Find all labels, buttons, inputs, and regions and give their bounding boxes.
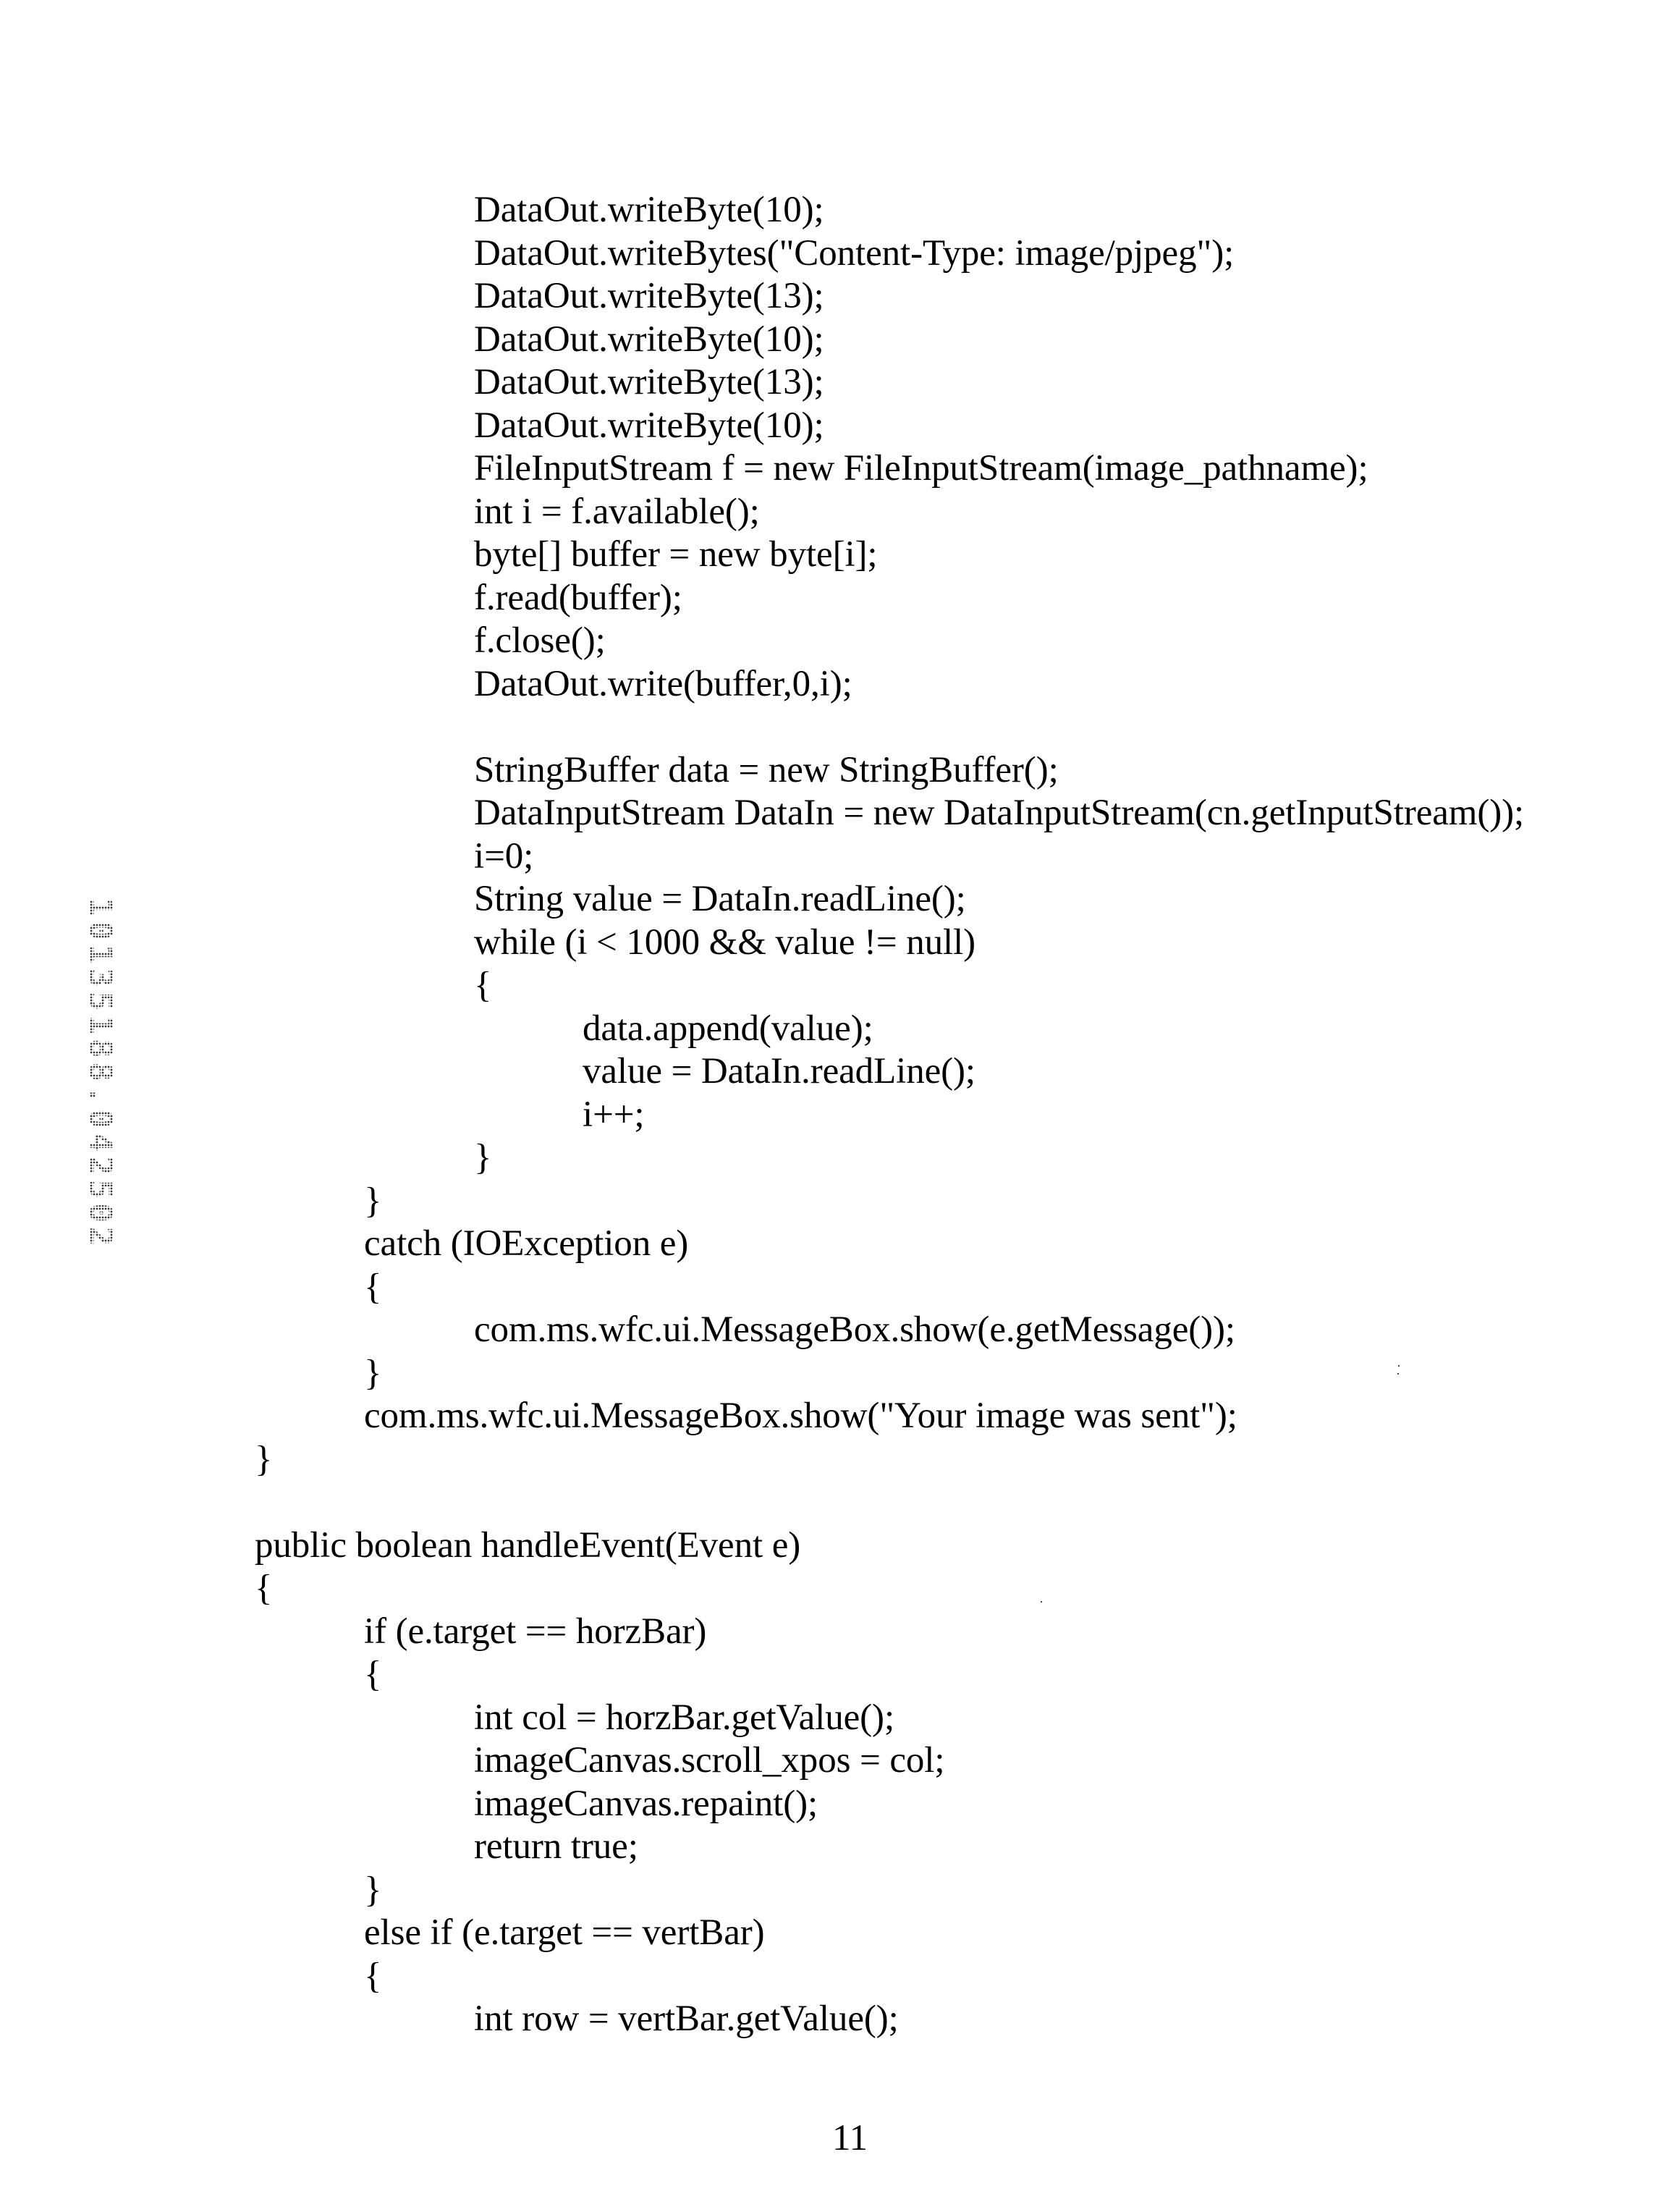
page-number: 11 — [832, 2118, 868, 2158]
code-line: DataOut.writeByte(10); — [474, 190, 824, 230]
code-line: StringBuffer data = new StringBuffer(); — [474, 749, 1059, 790]
code-line: int col = horzBar.getValue(); — [474, 1697, 895, 1738]
code-line: public boolean handleEvent(Event e) — [255, 1524, 801, 1566]
code-line: String value = DataIn.readLine(); — [474, 879, 966, 919]
code-line: { — [474, 965, 492, 1005]
code-line: int i = f.available(); — [474, 491, 760, 532]
scan-speck — [1397, 1373, 1399, 1375]
code-line: { — [364, 1654, 382, 1694]
code-line: DataOut.writeBytes("Content-Type: image/pjpeg"); — [474, 232, 1235, 274]
code-line: DataOut.writeByte(10); — [474, 318, 824, 360]
margin-stamp: 10135188.042502 — [82, 898, 119, 1251]
code-line: f.close(); — [474, 620, 606, 661]
code-line: imageCanvas.scroll_xpos = col; — [474, 1740, 945, 1781]
scan-speck — [1398, 1365, 1400, 1367]
code-line: DataOut.writeByte(13); — [474, 362, 824, 402]
code-line: com.ms.wfc.ui.MessageBox.show(e.getMessage()); — [474, 1309, 1235, 1350]
code-line: } — [474, 1137, 492, 1178]
code-line: byte[] buffer = new byte[i]; — [474, 534, 878, 575]
code-line: while (i < 1000 && value != null) — [474, 921, 976, 963]
code-line: else if (e.target == vertBar) — [364, 1912, 765, 1953]
code-line: DataOut.writeByte(10); — [474, 405, 824, 446]
code-line: i++; — [583, 1094, 645, 1135]
code-line: { — [364, 1266, 382, 1307]
code-line: f.read(buffer); — [474, 577, 682, 618]
code-line: } — [364, 1352, 382, 1393]
code-line: } — [255, 1438, 273, 1479]
code-line: i=0; — [474, 835, 534, 877]
code-line: imageCanvas.repaint(); — [474, 1783, 818, 1824]
code-line: catch (IOException e) — [364, 1223, 689, 1264]
code-line: int row = vertBar.getValue(); — [474, 1998, 899, 2039]
code-line: com.ms.wfc.ui.MessageBox.show("Your image was sent"); — [364, 1396, 1237, 1436]
code-line: if (e.target == horzBar) — [364, 1611, 707, 1652]
code-line: DataOut.writeByte(13); — [474, 276, 824, 316]
code-line: { — [364, 1955, 382, 1996]
code-line: } — [364, 1869, 382, 1910]
code-line: value = DataIn.readLine(); — [583, 1051, 975, 1092]
code-line: DataInputStream DataIn = new DataInputStream(cn.getInputStream()); — [474, 793, 1525, 833]
code-line: } — [364, 1180, 382, 1221]
code-line: FileInputStream f = new FileInputStream(image_pathname); — [474, 448, 1368, 489]
code-line: { — [255, 1568, 273, 1608]
code-line: return true; — [474, 1826, 638, 1867]
scan-speck — [1041, 1601, 1042, 1603]
code-line: data.append(value); — [583, 1008, 873, 1049]
code-line: DataOut.write(buffer,0,i); — [474, 663, 852, 704]
